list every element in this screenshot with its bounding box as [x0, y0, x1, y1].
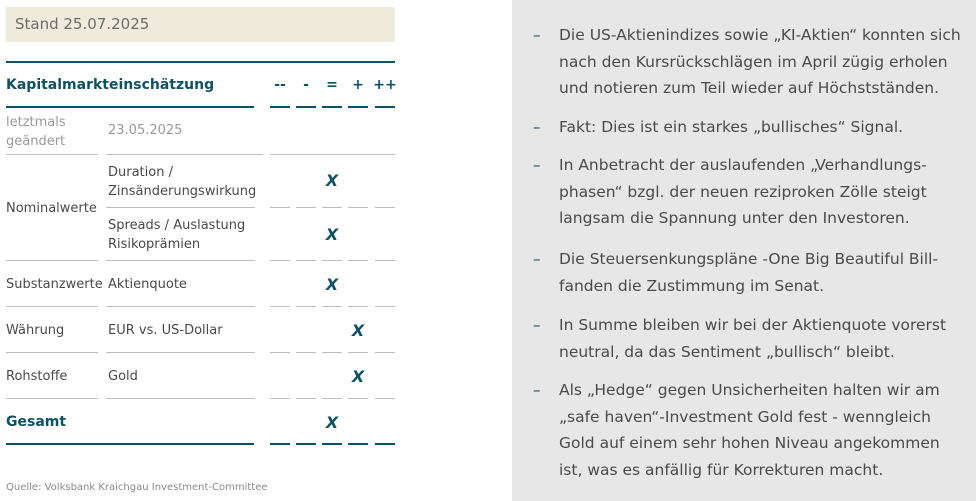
group-waehrung: Währung [6, 323, 65, 338]
cell-rule [375, 306, 395, 307]
cell-rule [322, 260, 342, 261]
bullet-5 [533, 312, 963, 365]
bullet-text: Als „Hedge“ gegen Unsicherheiten halten wir am „safe haven“-Investment Gold fest - wenngleich Gold auf einem sehr hohen Niveau angekommen ist, was es anfällig für Korrekturen macht. [559, 381, 940, 479]
row-rule [106, 352, 255, 353]
row-rule [106, 306, 255, 307]
cell-rule [375, 207, 395, 208]
group-substanzwerte: Substanzwerte [6, 277, 103, 292]
item-spreads: Spreads / Auslastung Risikoprämien [108, 218, 246, 252]
dash-icon: – [533, 250, 541, 268]
source-note: Quelle: Volksbank Kraichgau Investment-Committee [6, 482, 268, 493]
row-rule [6, 154, 98, 155]
cell-rule [296, 398, 316, 399]
rating-mark-total: X [325, 413, 339, 432]
scale-neutral: = [326, 77, 338, 93]
cell-rule [348, 306, 368, 307]
row-rule [6, 260, 98, 261]
cell-rule [270, 260, 290, 261]
total-rule [6, 443, 254, 445]
item-eur-usd: EUR vs. US-Dollar [108, 323, 223, 338]
header-rule [6, 106, 254, 108]
header-rule-4 [348, 106, 368, 108]
scale-positive: + [352, 77, 364, 93]
row-rule [106, 398, 255, 399]
table-header: Kapitalmarkteinschätzung [6, 77, 215, 93]
total-rule-4 [348, 443, 368, 445]
row-rule [6, 352, 98, 353]
bullet-text: In Summe bleiben wir bei der Aktienquote vorerst neutral, da das Sentiment „bullisch“ bleibt. [559, 316, 947, 361]
item-duration: Duration / Zinsänderungswirkung [108, 165, 257, 199]
cell-rule [375, 260, 395, 261]
cell-rule [296, 260, 316, 261]
bullet-2 [533, 114, 963, 141]
row-rule [106, 207, 255, 208]
item-aktienquote: Aktienquote [108, 277, 187, 292]
bullet-3 [533, 152, 963, 232]
group-rohstoffe: Rohstoffe [6, 369, 68, 384]
rating-mark-duration: X [325, 171, 339, 190]
dash-icon: – [533, 26, 541, 44]
cell-rule [270, 207, 290, 208]
rating-mark-spreads: X [325, 225, 339, 244]
row-rule [6, 398, 98, 399]
date-banner: Stand 25.07.2025 [6, 7, 395, 42]
header-rule-5 [375, 106, 395, 108]
scale-very-negative: -- [274, 77, 286, 93]
cell-rule [348, 260, 368, 261]
dash-icon: – [533, 316, 541, 334]
cell-rule [375, 398, 395, 399]
cell-rule [348, 398, 368, 399]
row-rule [106, 154, 263, 155]
bullet-text: Fakt: Dies ist ein starkes „bullisches“ Signal. [559, 118, 904, 136]
header-rule-3 [322, 106, 342, 108]
dash-icon: – [533, 118, 541, 136]
dash-icon: – [533, 156, 541, 174]
group-nominalwerte: Nominalwerte [6, 201, 97, 216]
rating-mark-gold: X [351, 367, 365, 386]
total-rule-1 [270, 443, 290, 445]
bullet-1 [533, 22, 963, 102]
bullet-6 [533, 377, 963, 483]
cell-rule [322, 207, 342, 208]
row-rule [106, 260, 255, 261]
cell-rule [375, 352, 395, 353]
total-rule-3 [322, 443, 342, 445]
scale-negative: - [303, 77, 309, 93]
header-rule-2 [296, 106, 316, 108]
bullet-text: In Anbetracht der auslaufenden „Verhandlungs-phasen“ bzgl. der neuen reziproken Zölle steigt langsam die Spannung unter den Investoren. [559, 156, 927, 227]
cell-rule [296, 207, 316, 208]
cell-rule [270, 398, 290, 399]
cell-rule [270, 306, 290, 307]
cell-rule [296, 306, 316, 307]
changed-date: 23.05.2025 [108, 123, 183, 138]
total-label: Gesamt [6, 414, 67, 430]
rating-mark-aktienquote: X [325, 275, 339, 294]
dash-icon: – [533, 381, 541, 399]
bullet-text: Die US-Aktienindizes sowie „KI-Aktien“ konnten sich nach den Kursrückschlägen im April zügig erholen und notieren zum Teil wieder auf Höchstständen. [559, 26, 961, 97]
scale-very-positive: ++ [373, 77, 397, 93]
total-rule-2 [296, 443, 316, 445]
row-rule [6, 306, 98, 307]
cell-rule [322, 352, 342, 353]
item-gold: Gold [108, 369, 138, 384]
rating-mark-eur-usd: X [351, 321, 365, 340]
total-rule-5 [375, 443, 395, 445]
cell-rule [322, 306, 342, 307]
cell-rule [322, 398, 342, 399]
table-top-rule [6, 61, 395, 63]
cell-rule [270, 352, 290, 353]
cell-rule [296, 352, 316, 353]
row-rule [270, 154, 395, 155]
bullet-text: Die Steuersenkungspläne -One Big Beautiful Bill- fanden die Zustimmung im Senat. [559, 250, 939, 295]
changed-label: letztmals geändert [6, 115, 66, 149]
bullet-4 [533, 246, 963, 299]
header-rule-1 [270, 106, 290, 108]
cell-rule [348, 207, 368, 208]
cell-rule [348, 352, 368, 353]
